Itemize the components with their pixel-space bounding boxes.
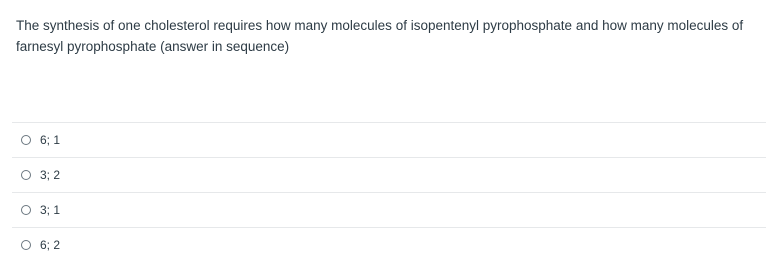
- radio-button-icon[interactable]: [21, 205, 31, 215]
- answer-label: 6; 2: [40, 238, 61, 252]
- question-text: The synthesis of one cholesterol requires how many molecules of isopentenyl pyrophosphate and how many molecules of farnesyl pyrophosphate (answer in sequence): [16, 18, 744, 54]
- radio-button-icon[interactable]: [21, 170, 31, 180]
- answer-option[interactable]: [12, 157, 766, 192]
- answer-label: 3; 1: [40, 203, 61, 217]
- answer-list: [12, 122, 766, 262]
- answer-label: 6; 1: [40, 133, 61, 147]
- answer-option[interactable]: [12, 227, 766, 262]
- answer-option[interactable]: [12, 122, 766, 157]
- radio-button-icon[interactable]: [21, 135, 31, 145]
- answer-option[interactable]: [12, 192, 766, 227]
- radio-button-icon[interactable]: [21, 240, 31, 250]
- answer-label: 3; 2: [40, 168, 61, 182]
